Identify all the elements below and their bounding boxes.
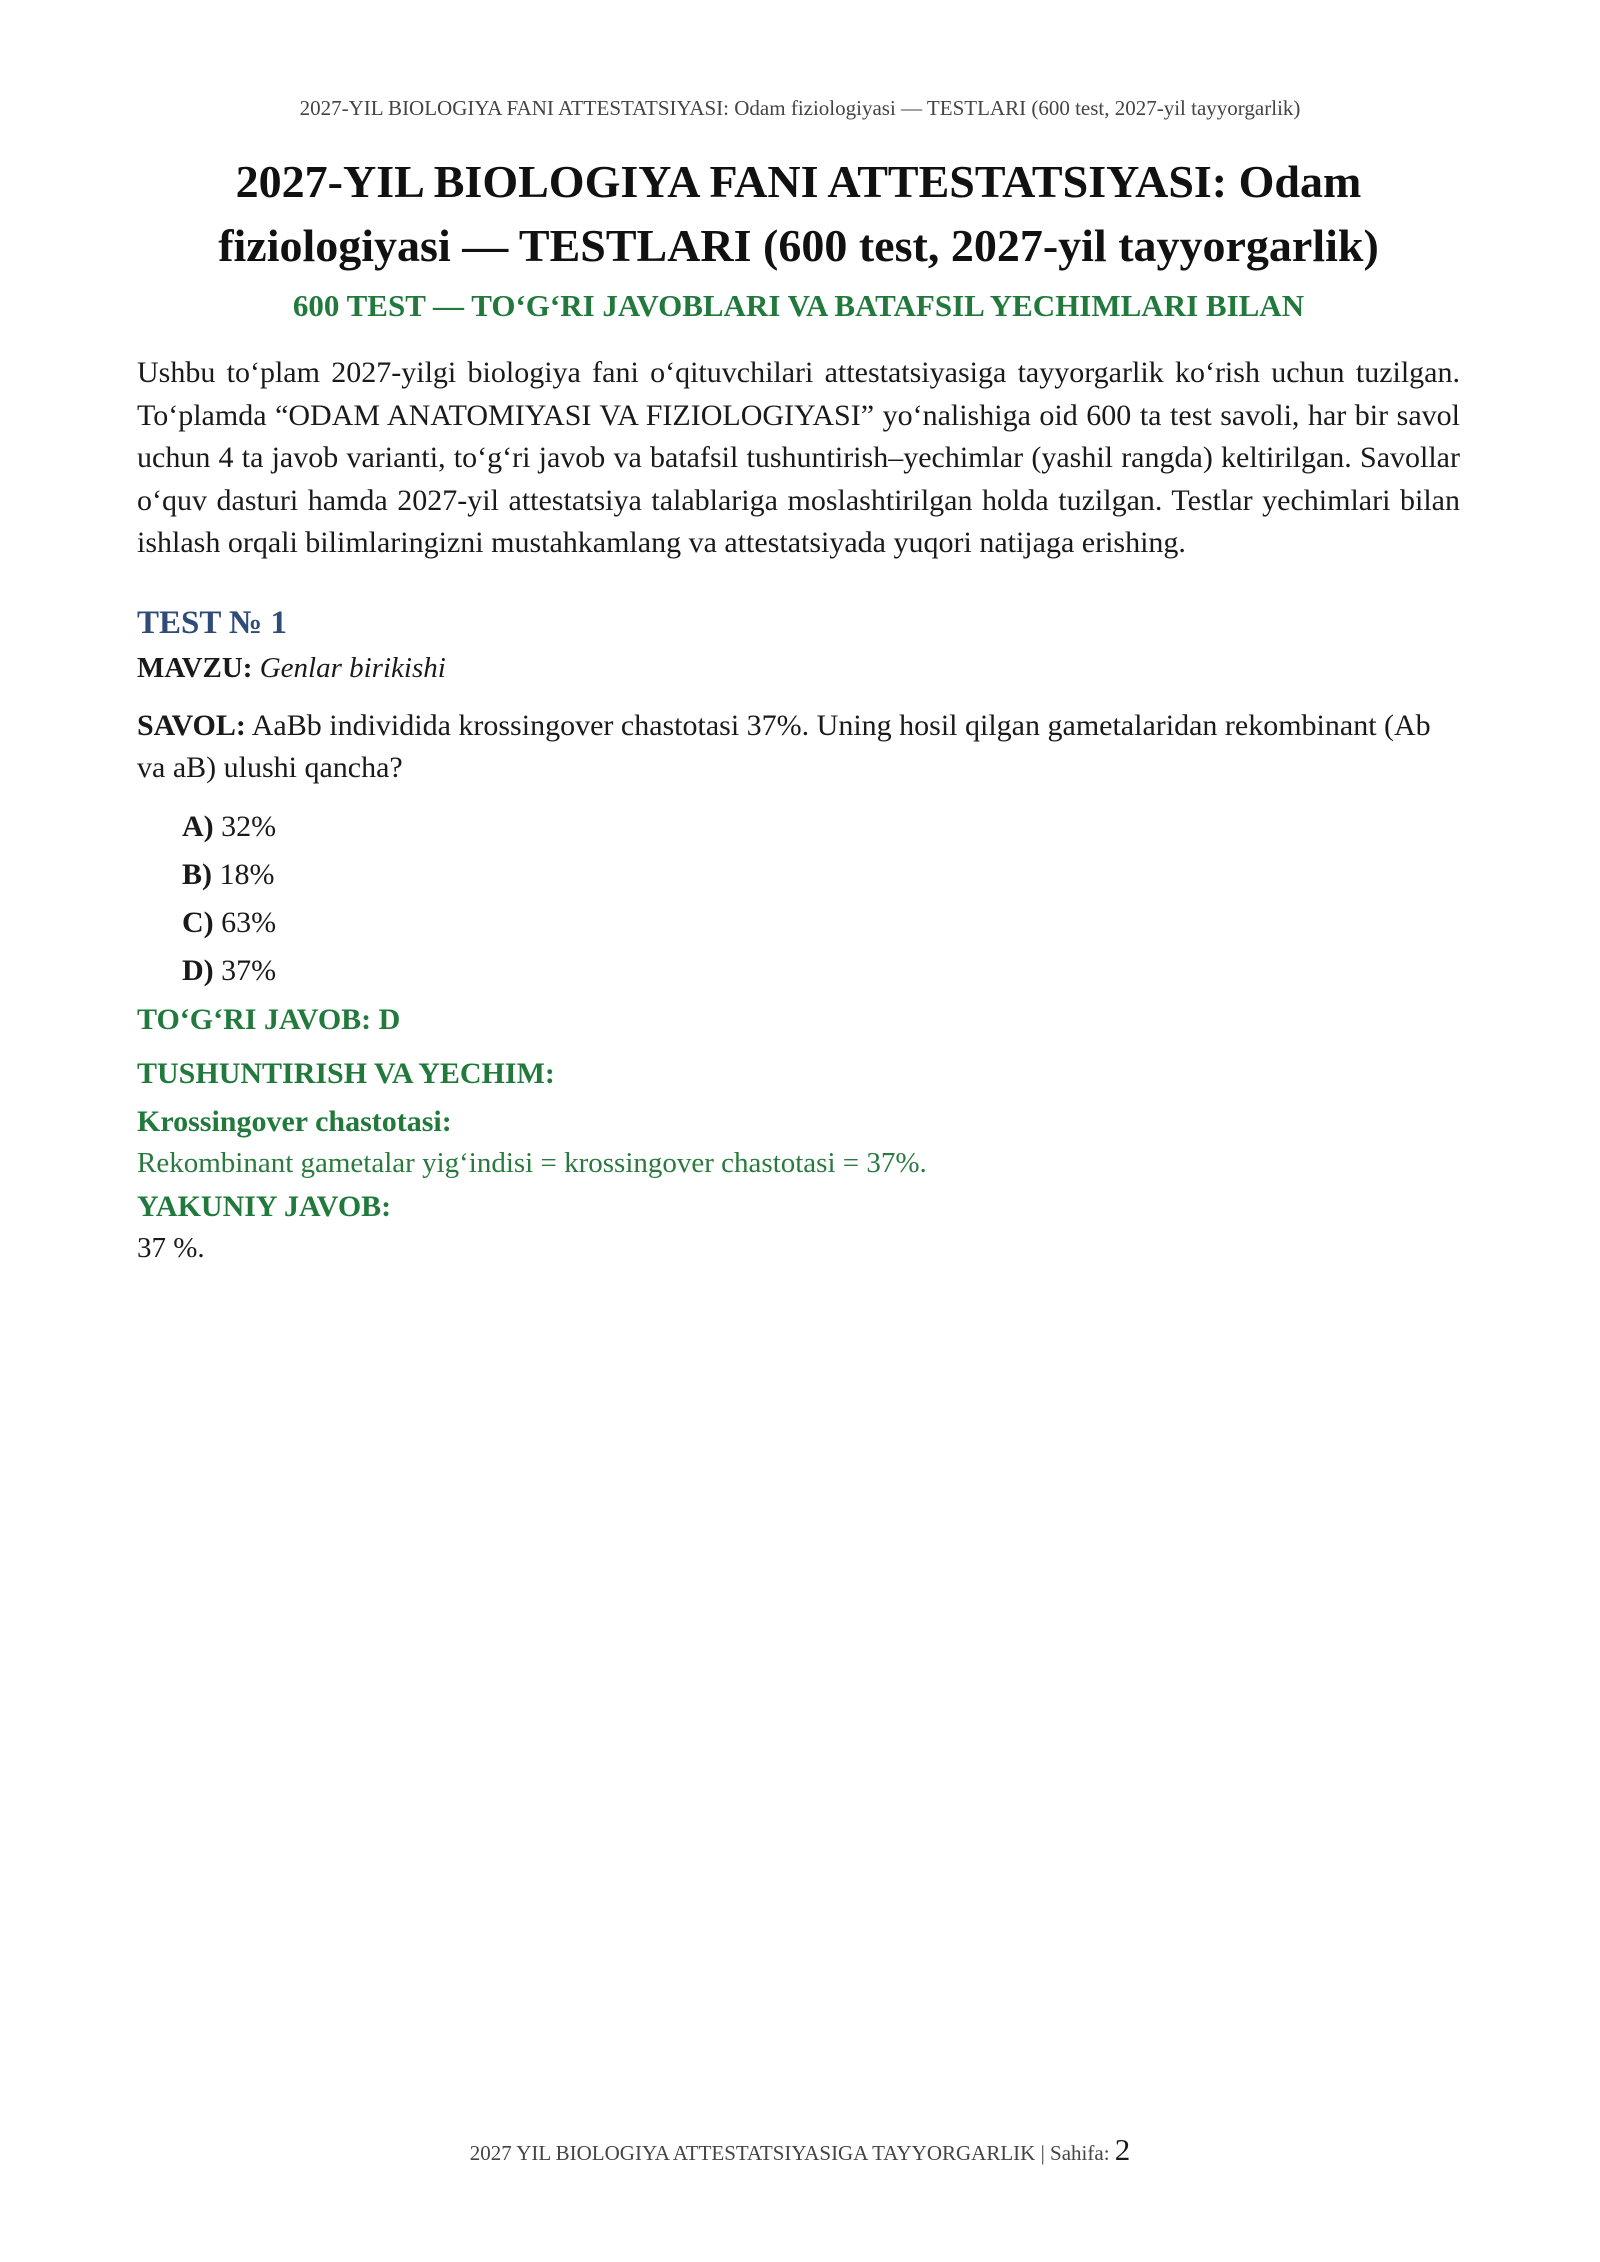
topic-value: Genlar birikishi — [259, 651, 446, 684]
document-title — [137, 150, 1460, 278]
running-header: 2027-YIL BIOLOGIYA FANI ATTESTATSIYASI: Odam fiziologiyasi — TESTLARI (600 test, 2027-yil tayyorgarlik) — [299, 96, 1301, 120]
footer-separator: | — [1040, 2141, 1045, 2165]
option-letter: C) — [182, 905, 214, 939]
explanation-subheading: Krossingover chastotasi: — [137, 1104, 452, 1138]
option-text: 37% — [221, 953, 277, 987]
option-letter: B) — [182, 857, 212, 891]
option-letter: D) — [182, 953, 214, 987]
test-heading: TEST № 1 — [137, 604, 287, 641]
title-line-1: 2027-YIL BIOLOGIYA FANI ATTESTATSIYASI: Odam — [235, 156, 1362, 207]
question — [137, 705, 1460, 789]
final-answer-heading: YAKUNIY JAVOB: — [137, 1189, 392, 1223]
option-text: 18% — [219, 857, 275, 891]
option-a — [182, 803, 1460, 851]
question-text: AaBb individida krossingover chastotasi 37%. Uning hosil qilgan gametalaridan rekombinant (Ab va aB) ulushi qancha? — [137, 708, 1431, 784]
answer-options — [182, 803, 1460, 995]
correct-answer: TO‘G‘RI JAVOB: D — [137, 1002, 401, 1036]
final-answer-value: 37 %. — [137, 1231, 205, 1264]
intro-paragraph: Ushbu to‘plam 2027-yilgi biologiya fani o‘qituvchilari attestatsiyasiga tayyorgarlik ko‘rish uchun tuzilgan. To‘plamda “ODAM ANATOMIYASI VA FIZIOLOGIYASI” yo‘nalishiga oid 600 ta test savoli, har bir savol uchun 4 ta javob varianti, to‘g‘ri javob va batafsil tushuntirish–yechimlar (yashil rangda) keltirilgan. Savollar o‘quv dasturi hamda 2027-yil attestatsiya talablariga moslashtirilgan holda tuzilgan. Testlar yechimlari bilan ishlash orqali bilimlaringizni mustahkamlang va attestatsiyada yuqori natijaga erishing. — [137, 356, 1460, 559]
page-content — [137, 150, 1460, 1265]
footer-text: 2027 YIL BIOLOGIYA ATTESTATSIYASIGA TAYYORGARLIK — [469, 2141, 1036, 2165]
option-text: 63% — [221, 905, 277, 939]
option-d — [182, 947, 1460, 995]
option-text: 32% — [221, 809, 277, 843]
page-number: 2 — [1114, 2132, 1131, 2167]
topic-line — [137, 652, 1460, 685]
option-letter: A) — [182, 809, 214, 843]
option-b — [182, 851, 1460, 899]
explanation-text: Rekombinant gametalar yig‘indisi = krossingover chastotasi = 37%. — [137, 1146, 927, 1179]
page-label: Sahifa: — [1050, 2141, 1110, 2165]
page-footer — [0, 2132, 1600, 2168]
explanation-heading: TUSHUNTIRISH VA YECHIM: — [137, 1056, 555, 1090]
option-c — [182, 899, 1460, 947]
title-line-2: fiziologiyasi — TESTLARI (600 test, 2027-yil tayyorgarlik) — [218, 220, 1379, 271]
document-subtitle: 600 TEST — TO‘G‘RI JAVOBLARI VA BATAFSIL YECHIMLARI BILAN — [292, 288, 1305, 323]
question-label: SAVOL: — [137, 708, 246, 742]
topic-label: MAVZU: — [137, 651, 253, 684]
